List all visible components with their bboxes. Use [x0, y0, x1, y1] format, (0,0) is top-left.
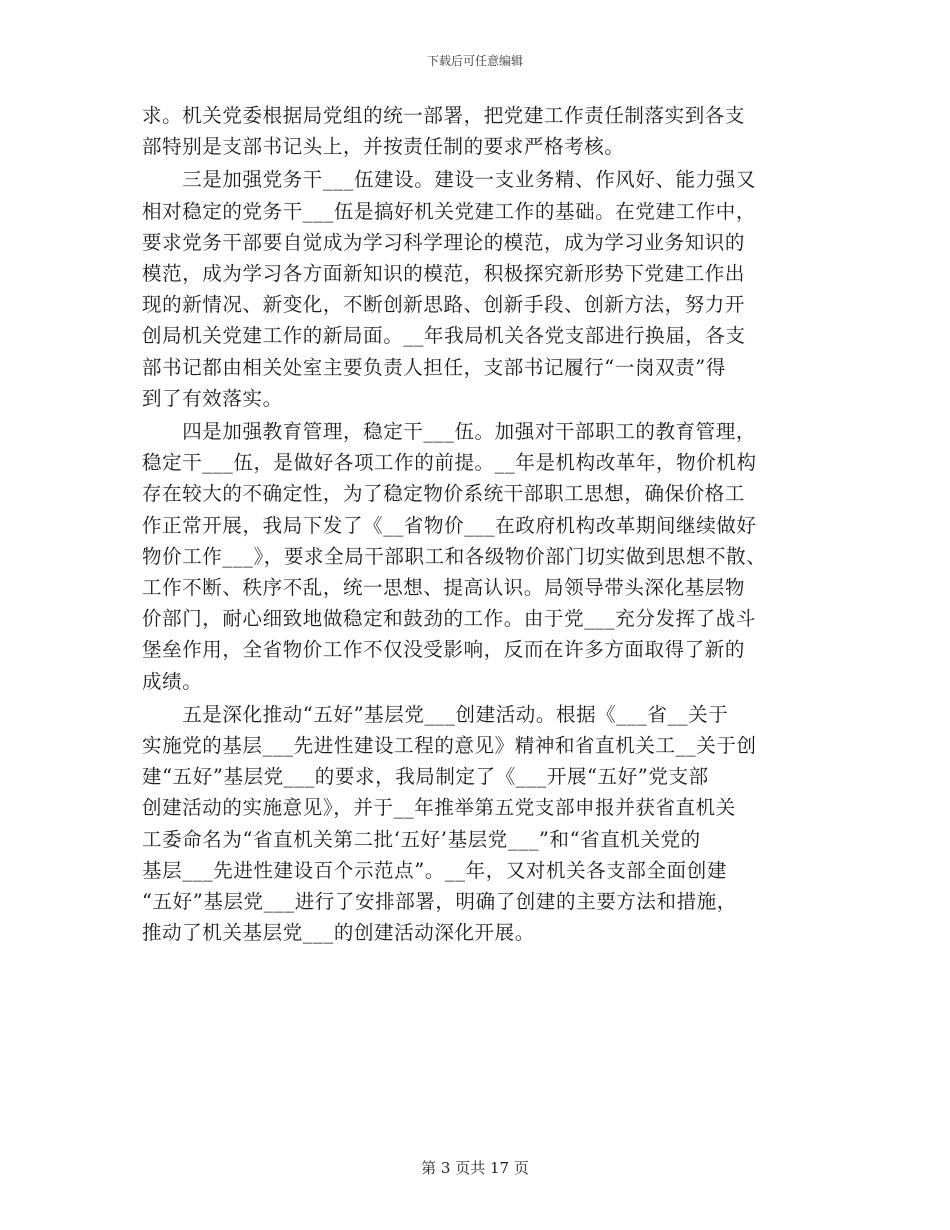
text-line: 物价工作___》，要求全局干部职工和各级物价部门切实做到思想不散、 [142, 544, 767, 568]
page-footer: 第 3 页共 17 页 [421, 1159, 529, 1177]
text-line: 建“五好”基层党___的要求，我局制定了《___开展“五好”党支部 [142, 765, 709, 789]
document-body [142, 100, 822, 950]
text-line: 创建活动的实施意见》，并于__年推举第五党支部申报并获省直机关 [142, 796, 736, 820]
text-line: 基层___先进性建设百个示范点”。__年，又对机关各支部全面创建 [142, 858, 727, 882]
paragraph [142, 100, 822, 162]
text-line: “五好”基层党___进行了安排部署，明确了创建的主要方法和措施， [142, 890, 737, 914]
text-line: 稳定干___伍，是做好各项工作的前提。__年是机构改革年，物价机构 [142, 451, 757, 475]
text-line: 创局机关党建工作的新局面。__年我局机关各党支部进行换届，各支 [142, 324, 746, 348]
text-line: 四是加强教育管理，稳定干___伍。加强对干部职工的教育管理， [142, 420, 756, 444]
text-line: 实施党的基层___先进性建设工程的意见》精神和省直机关工__关于创 [142, 734, 757, 758]
text-line: 部书记都由相关处室主要负责人担任，支部书记履行“一岗双责”得 [142, 355, 726, 379]
text-line: 价部门，耐心细致地做稳定和鼓劲的工作。由于党___充分发挥了战斗 [142, 607, 756, 631]
text-line: 工作不断、秩序不乱，统一思想、提高认识。局领导带头深化基层物 [142, 576, 746, 600]
text-line: 工委命名为“省直机关第二批‘五好’基层党___”和“省直机关党的 [142, 827, 701, 851]
text-line: 要求党务干部要自觉成为学习科学理论的模范，成为学习业务知识的 [142, 230, 746, 254]
text-line: 部特别是支部书记头上，并按责任制的要求严格考核。 [142, 135, 625, 159]
paragraph [142, 416, 822, 697]
text-line: 存在较大的不确定性，为了稳定物价系统干部职工思想，确保价格工 [142, 482, 746, 506]
text-line: 堡垒作用，全省物价工作不仅没受影响，反而在许多方面取得了新的 [142, 638, 746, 662]
text-line: 三是加强党务干___伍建设。建设一支业务精、作风好、能力强又 [142, 168, 756, 192]
text-line: 到了有效落实。 [142, 386, 283, 410]
page-header: 下载后可任意编辑 [426, 54, 523, 68]
text-line: 现的新情况、新变化，不断创新思路、创新手段、创新方法，努力开 [142, 293, 746, 317]
text-line: 推动了机关基层党___的创建活动深化开展。 [142, 921, 535, 945]
paragraph [142, 164, 822, 414]
text-line: 求。机关党委根据局党组的统一部署，把党建工作责任制落实到各支 [142, 104, 746, 127]
text-line: 模范，成为学习各方面新知识的模范，积极探究新形势下党建工作出 [142, 262, 746, 286]
text-line: 相对稳定的党务干___伍是搞好机关党建工作的基础。在党建工作中， [142, 199, 756, 223]
text-line: 成绩。 [142, 669, 203, 693]
text-line: 作正常开展，我局下发了《__省物价___在政府机构改革期间继续做好 [142, 513, 757, 537]
text-line: 五是深化推动“五好”基层党___创建活动。根据《___省__关于 [142, 702, 729, 726]
paragraph [142, 699, 822, 949]
